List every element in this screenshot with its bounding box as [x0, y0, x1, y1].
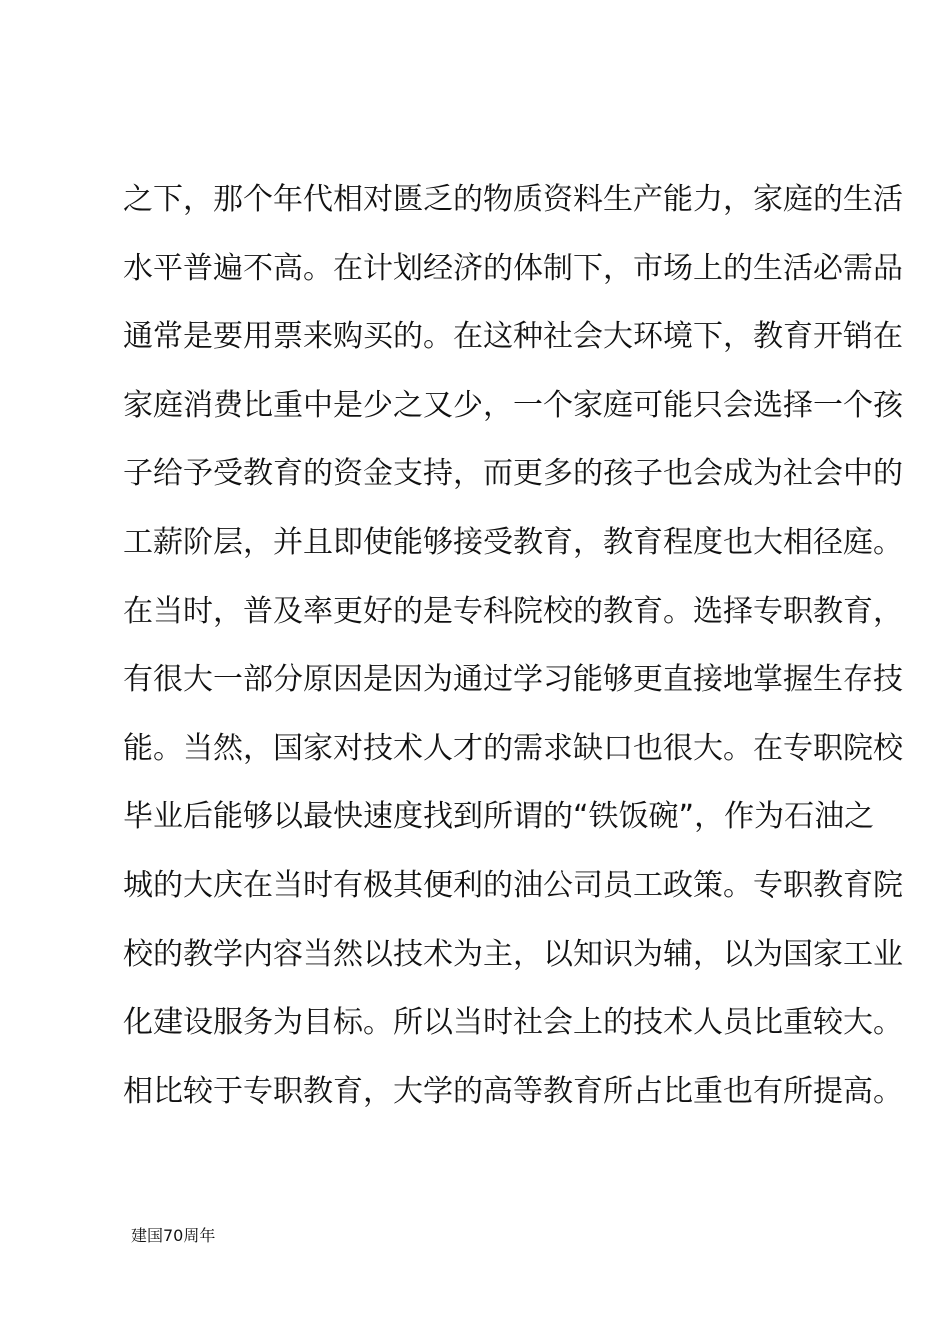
text-line-2: 水平普遍不高。在计划经济的体制下，市场上的生活必需品	[123, 250, 903, 286]
text-line-11: 城的大庆在当时有极其便利的油公司员工政策。专职教育院	[123, 867, 903, 903]
text-line-6: 工薪阶层，并且即使能够接受教育，教育程度也大相径庭。	[123, 524, 903, 560]
text-line-5: 子给予受教育的资金支持，而更多的孩子也会成为社会中的	[123, 456, 903, 492]
body-paragraph	[123, 172, 903, 1132]
text-line-10: 毕业后能够以最快速度找到所谓的“铁饭碗”，作为石油之	[123, 799, 875, 835]
text-line-12: 校的教学内容当然以技术为主，以知识为辅，以为国家工业	[123, 936, 903, 972]
text-line-7: 在当时，普及率更好的是专科院校的教育。选择专职教育，	[123, 593, 903, 629]
text-line-1: 之下，那个年代相对匮乏的物质资料生产能力，家庭的生活	[123, 182, 903, 217]
text-line-3: 通常是要用票来购买的。在这种社会大环境下，教育开销在	[123, 319, 903, 355]
text-line-13: 化建设服务为目标。所以当时社会上的技术人员比重较大。	[123, 1005, 903, 1041]
text-line-8: 有很大一部分原因是因为通过学习能够更直接地掌握生存技	[123, 662, 903, 698]
text-line-14: 相比较于专职教育，大学的高等教育所占比重也有所提高。	[123, 1073, 903, 1109]
text-line-9: 能。当然，国家对技术人才的需求缺口也很大。在专职院校	[123, 730, 903, 766]
footer-note: 建国70周年	[131, 1226, 216, 1245]
text-line-4: 家庭消费比重中是少之又少，一个家庭可能只会选择一个孩	[123, 387, 903, 423]
